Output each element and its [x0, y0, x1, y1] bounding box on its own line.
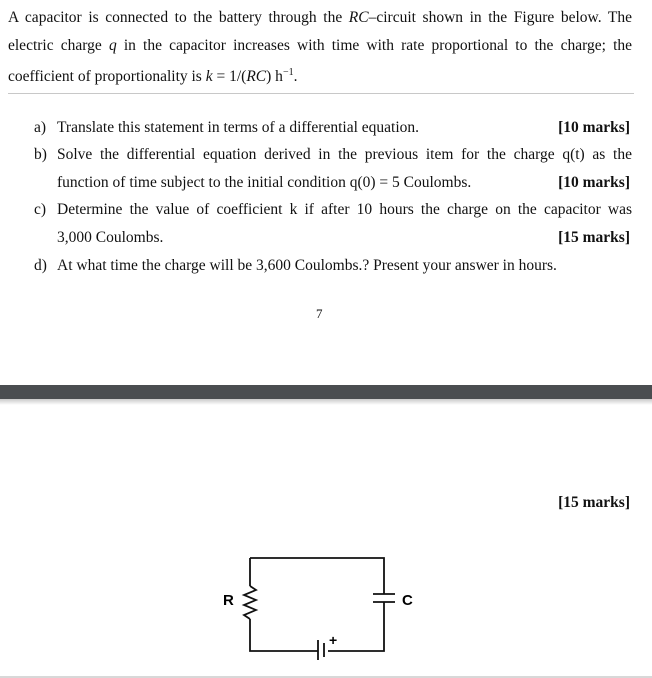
- question-a-text: Translate this statement in terms of a differential equation.: [57, 119, 420, 136]
- divider: [8, 93, 634, 94]
- formula-1: = 1/(: [212, 68, 247, 86]
- question-b-label: b): [34, 146, 47, 163]
- question-c-line2: 3,000 Coulombs.: [57, 228, 164, 246]
- formula-end: .: [293, 68, 298, 86]
- capacitor-icon: [373, 594, 395, 602]
- question-b-line1: Solve the differential equation derived in the previous item for the charge q(t) as the: [57, 146, 632, 163]
- rc-circuit-diagram: [215, 548, 425, 660]
- formula-2: ) h: [266, 68, 283, 86]
- formula-exponent: −1: [282, 67, 294, 78]
- question-d-text: At what time the charge will be 3,600 Coulombs.? Present your answer in hours.: [57, 257, 557, 274]
- intro-k: k: [205, 68, 213, 86]
- page-number: 7: [316, 306, 323, 321]
- question-c-label: c): [34, 201, 47, 218]
- question-d: [34, 252, 632, 280]
- problem-statement: [8, 4, 632, 91]
- question-c: [34, 196, 632, 252]
- resistor-label: R: [223, 592, 234, 609]
- battery-plus-label: +: [329, 632, 338, 648]
- question-a-label: a): [34, 119, 47, 136]
- battery-icon: [318, 640, 324, 660]
- page-break-bar: [0, 385, 652, 401]
- question-a-marks: [10 marks]: [558, 119, 630, 136]
- question-b: [34, 141, 632, 197]
- next-page-marks: [15 marks]: [558, 494, 630, 511]
- top-wire: [250, 558, 384, 594]
- capacitor-label: C: [402, 592, 413, 609]
- resistor-icon: [244, 586, 256, 619]
- formula-rc: RC: [246, 68, 267, 86]
- question-b-marks: [10 marks]: [558, 173, 630, 191]
- question-b-line2: function of time subject to the initial condition q(0) = 5 Coulombs.: [57, 173, 472, 191]
- intro-rc: RC: [348, 9, 369, 26]
- question-a: [34, 114, 632, 142]
- left-wire-bottom: [250, 619, 318, 651]
- intro-text-2: –circuit shown in the Figure below. The electric charge: [8, 9, 632, 54]
- question-d-label: d): [34, 257, 47, 274]
- intro-text-1: A capacitor is connected to the battery through the: [8, 9, 349, 26]
- question-c-marks: [15 marks]: [558, 228, 630, 246]
- intro-q: q: [108, 36, 117, 54]
- intro-text-3: in the capacitor increases with time with rate proportional to the charge; the coefficient of proportionality is: [8, 36, 633, 86]
- question-c-line1: Determine the value of coefficient k if after 10 hours the charge on the capacitor was: [57, 201, 632, 218]
